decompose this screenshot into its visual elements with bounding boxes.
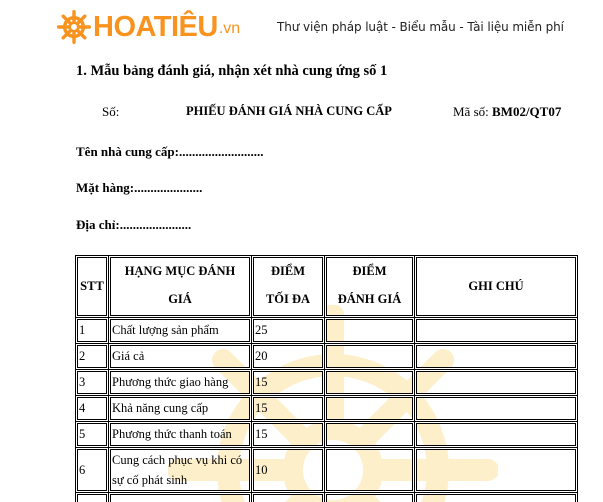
cell-category: Cung cách phục vụ khi có sự cố phát sinh [109,448,252,493]
header-stt: STT [76,256,109,318]
site-header [0,0,603,58]
address-field: Địa chỉ:...................... [76,217,192,232]
site-tagline: Thư viện pháp luật - Biểu mẫu - Tài liệu miễn phí [277,20,564,34]
cell-stt: 5 [76,422,109,448]
form-code-value: BM02/QT07 [492,104,562,119]
cell-note[interactable] [415,318,578,344]
cell-stt: 2 [76,344,109,370]
header-category-line2: GIÁ [168,291,192,306]
cell-note[interactable] [415,370,578,396]
form-number-label: Số: [102,104,120,119]
cell-evaluated-score[interactable] [325,396,415,422]
cell-max-score: 15 [252,396,325,422]
cell-category: Phương thức giao hàng [109,370,252,396]
cell-note[interactable] [415,396,578,422]
header-score-line1: ĐIỂM [352,263,387,278]
cell-note[interactable] [415,448,578,493]
cell-stt: 6 [76,448,109,493]
header-score-line2: ĐÁNH GIÁ [337,291,402,306]
table-row [76,370,578,396]
header-category [109,256,252,318]
cell-max-score: 10 [252,448,325,493]
header-max-line2: TỐI ĐA [265,291,311,306]
cell-evaluated-score[interactable] [325,318,415,344]
cell-category: Giá cả [109,344,252,370]
form-code [453,104,561,120]
cell-category: Chất lượng sản phẩm [109,318,252,344]
table-row [76,396,578,422]
form-code-label: Mã số: [453,104,489,119]
header-category-line1: HẠNG MỤC ĐÁNH [124,263,236,278]
cell-category: Phương thức thanh toán [109,422,252,448]
table-row [76,422,578,448]
cell-evaluated-score[interactable] [325,422,415,448]
cell-evaluated-score[interactable] [325,344,415,370]
section-title: 1. Mẫu bảng đánh giá, nhận xét nhà cung ứng số 1 [76,63,388,79]
cell-max-score: 15 [252,422,325,448]
cell-evaluated-score[interactable] [325,370,415,396]
cell-note[interactable] [415,344,578,370]
site-logo[interactable] [57,8,240,46]
table-row [76,448,578,493]
supplier-name-field: Tên nhà cung cấp:.......................... [76,144,264,159]
table-row [76,493,578,502]
table-row [76,318,578,344]
header-evaluated-score [325,256,415,318]
form-title: PHIẾU ĐÁNH GIÁ NHÀ CUNG CẤP [186,104,392,118]
logo-suffix: .vn [218,20,241,37]
ship-wheel-icon [57,10,91,44]
table-header-row [76,256,578,318]
table-row [76,344,578,370]
cell-stt: 4 [76,396,109,422]
cell-evaluated-score[interactable] [325,448,415,493]
header-note: GHI CHÚ [415,256,578,318]
cell-note[interactable] [415,422,578,448]
header-max-line1: ĐIỂM [270,263,306,278]
logo-text: HOATIÊU [93,11,218,43]
evaluation-table [75,255,578,502]
cell-max-score: 25 [252,318,325,344]
item-field: Mặt hàng:..................... [76,180,203,195]
cell-category: Khả năng cung cấp [109,396,252,422]
header-max-score [252,256,325,318]
cell-max-score: 15 [252,370,325,396]
cell-stt: 1 [76,318,109,344]
cell-stt: 3 [76,370,109,396]
cell-max-score: 20 [252,344,325,370]
